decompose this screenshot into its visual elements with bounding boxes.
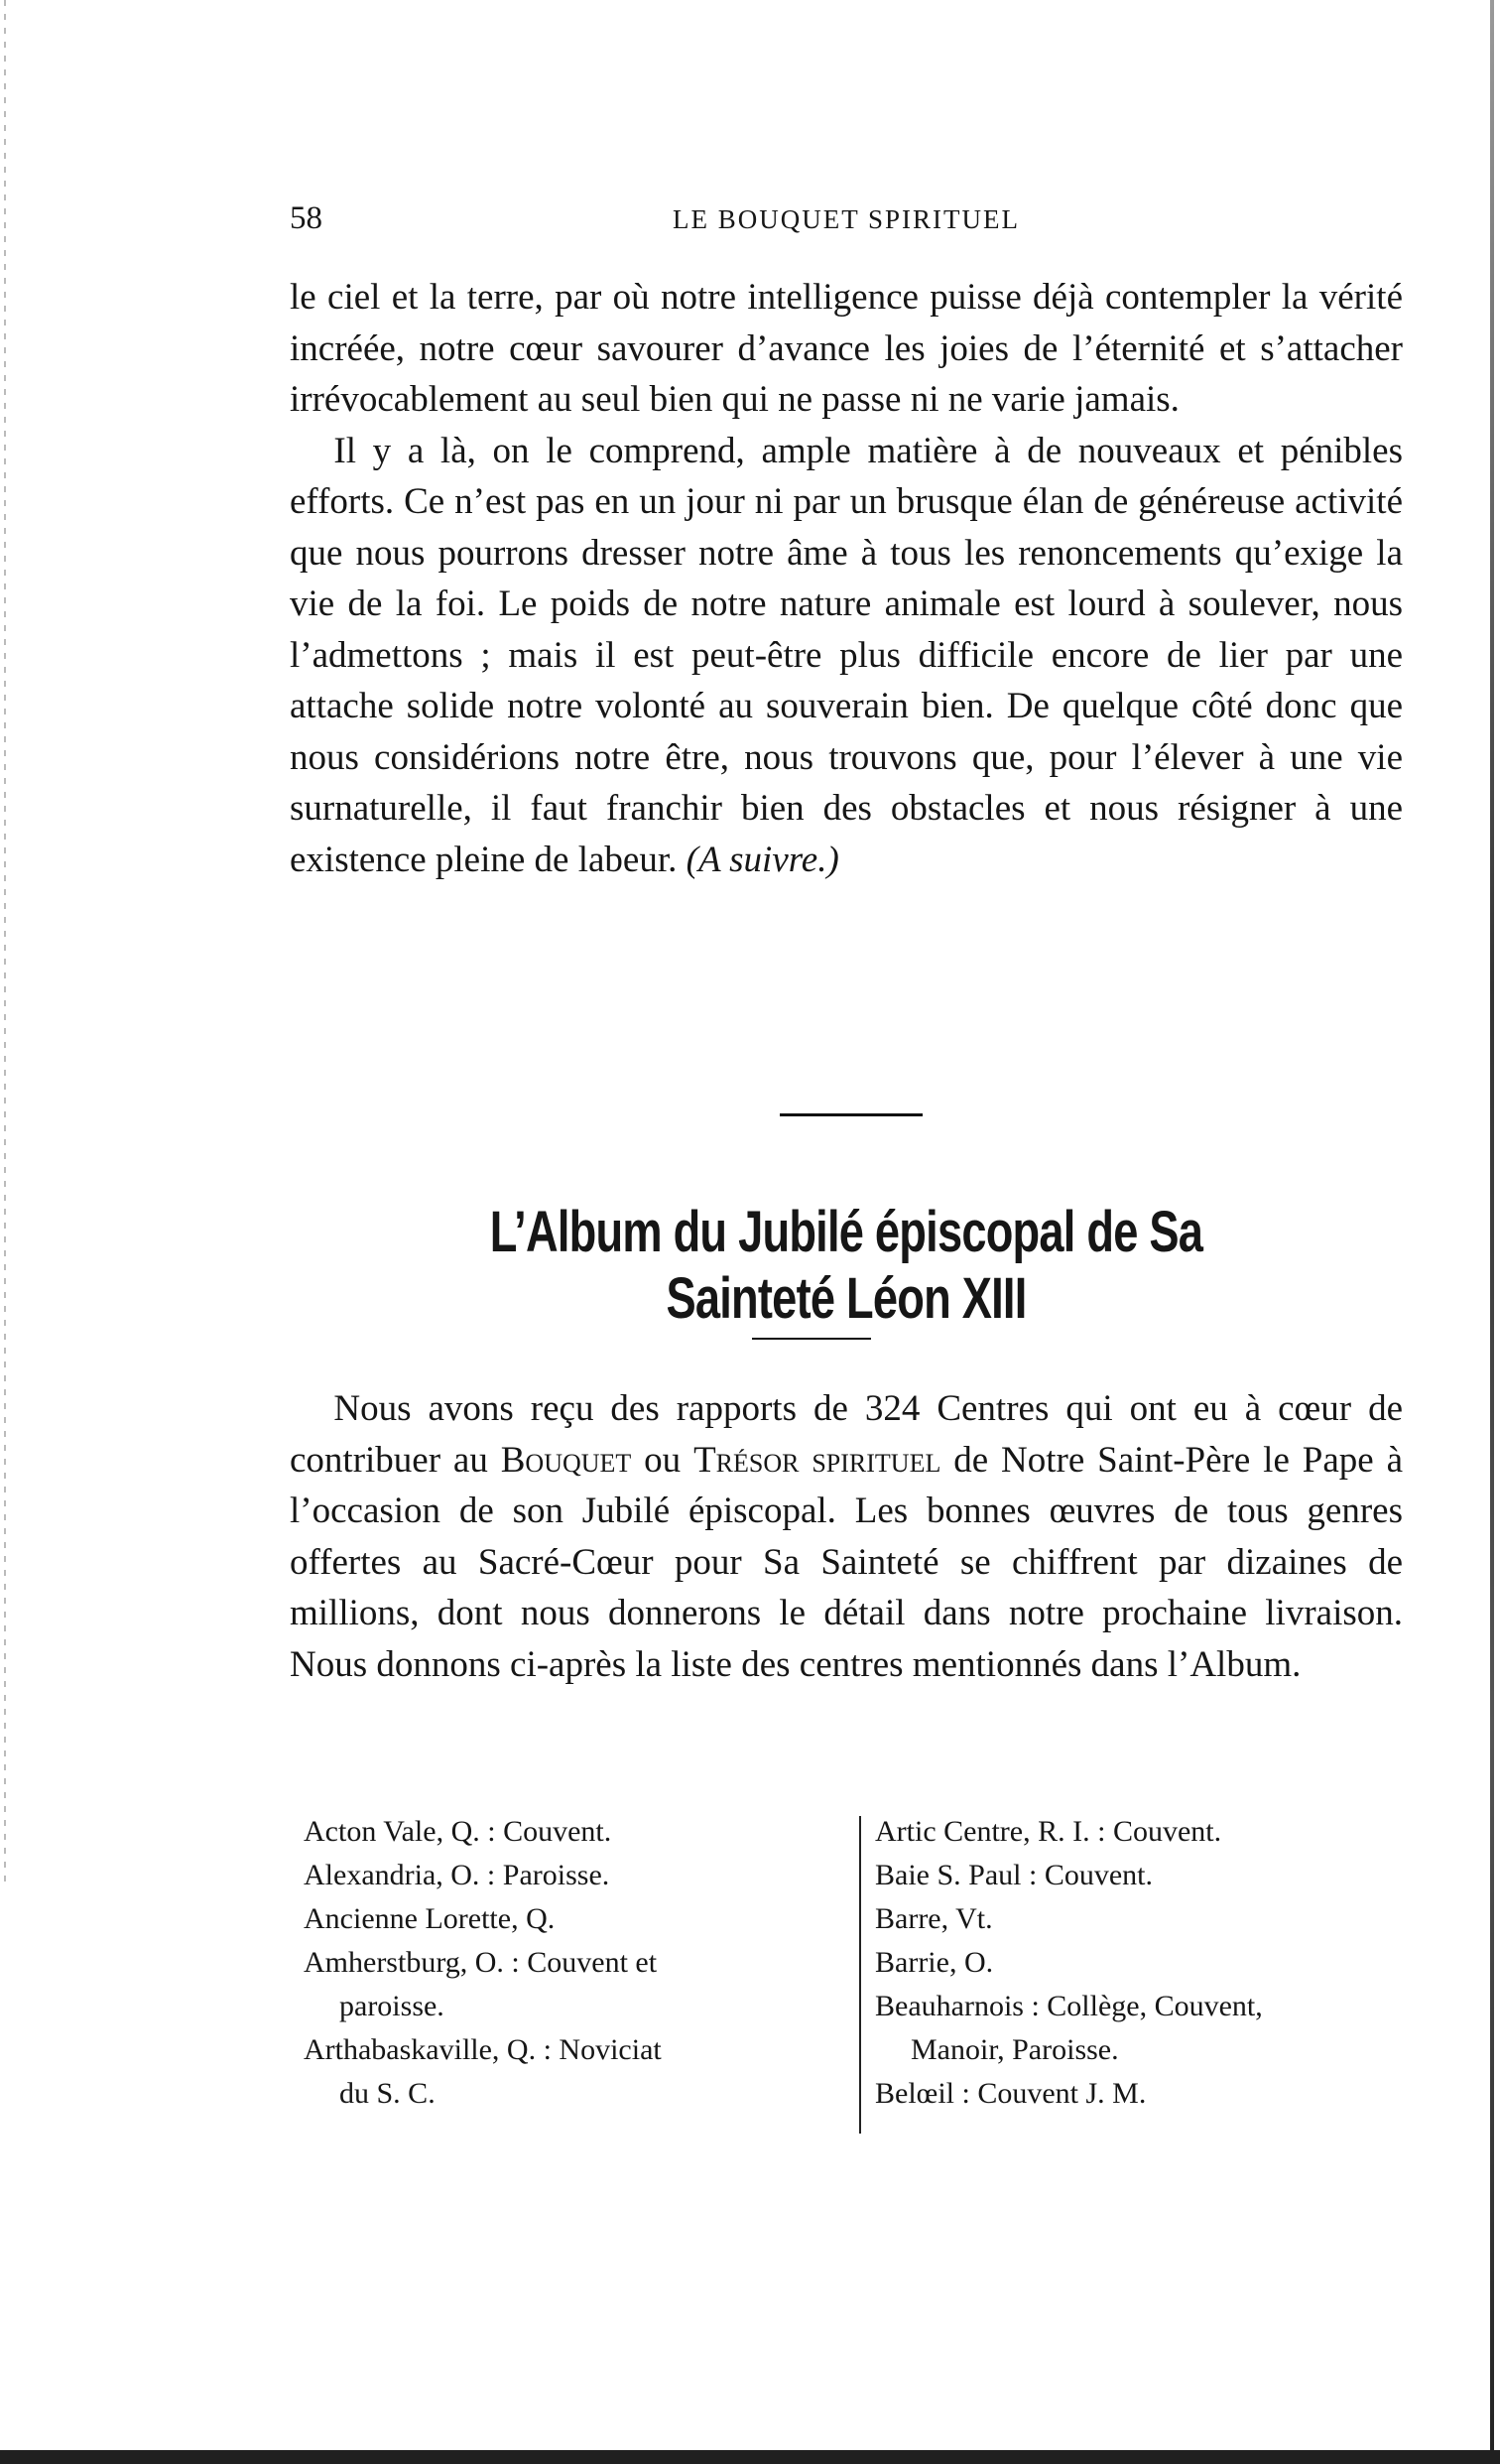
list-item: Belœil : Couvent J. M.	[875, 2077, 1147, 2110]
right-page-edge	[1490, 0, 1494, 2464]
centres-list-right-column	[875, 1810, 1411, 2116]
list-item: Amherstburg, O. : Couvent et	[304, 1946, 658, 1979]
section-rule-bottom	[752, 1338, 871, 1340]
to-be-continued-note: (A suivre.)	[686, 839, 839, 880]
list-item-continuation: du S. C.	[339, 2077, 436, 2110]
list-item: Ancienne Lorette, Q.	[304, 1902, 556, 1935]
running-title: LE BOUQUET SPIRITUEL	[673, 204, 1020, 234]
page-number: 58	[290, 200, 322, 236]
paragraph-3-part-b: ou	[631, 1439, 694, 1481]
list-item-continuation: Manoir, Paroisse.	[911, 2033, 1119, 2066]
tresor-term: Trésor spirituel	[693, 1439, 941, 1481]
centres-list	[290, 1810, 1403, 2147]
list-item-continuation: paroisse.	[339, 1990, 444, 2022]
paragraph-3-part-a: Nous avons reçu des rapports de 324 Centres qui ont eu à cœur de contribuer au	[290, 1388, 1403, 1481]
list-item: Baie S. Paul : Couvent.	[875, 1859, 1153, 1891]
list-item: Barrie, O.	[875, 1946, 994, 1979]
paragraph-3-part-c: de Notre Saint-Père le Pape à l’occasion de son Jubilé épiscopal. Les bonnes œuvres de tous genres offertes au Sacré-Cœur pour Sa Sainteté se chiffrent par dizaines de millions, dont nous donnerons le détail dans notre prochaine livraison. Nous donnons ci-après la liste des centres mentionnés dans l’Album.	[290, 1439, 1403, 1685]
paragraph-1: le ciel et la terre, par où notre intelligence puisse déjà contempler la vérité incréée, notre cœur savourer d’avance les joies de l’éternité et s’attacher irrévocablement au seul bien qui ne passe ni ne varie jamais.	[290, 277, 1403, 420]
section-rule-top	[780, 1113, 923, 1116]
list-item: Artic Centre, R. I. : Couvent.	[875, 1815, 1222, 1848]
column-divider	[859, 1816, 861, 2134]
list-item: Acton Vale, Q. : Couvent.	[304, 1815, 612, 1848]
body-text-album	[290, 1383, 1403, 1690]
paragraph-3	[290, 1383, 1403, 1690]
body-text-top	[290, 272, 1403, 885]
list-item: Barre, Vt.	[875, 1902, 993, 1935]
section-title: L’Album du Jubilé épiscopal de Sa Sainteté Léon XIII	[489, 1200, 1203, 1331]
paragraph-2	[290, 426, 1403, 886]
list-item: Arthabaskaville, Q. : Noviciat	[304, 2033, 662, 2066]
paragraph-2-text: Il y a là, on le comprend, ample matière à de nouveaux et pénibles efforts. Ce n’est pas en un jour ni par un brusque élan de généreuse activité que nous pourrons dresser notre âme à tous les renoncements qu’exige la vie de la foi. Le poids de notre nature animale est lourd à soulever, nous l’admettons ; mais il est peut-être plus difficile encore de lier par une attache solide notre volonté au souverain bien. De quelque côté donc que nous considérions notre être, nous trouvons que, pour l’élever à une vie surnaturelle, il faut franchir bien des obstacles et nous résigner à une existence pleine de labeur.	[290, 430, 1403, 880]
list-item: Beauharnois : Collège, Couvent,	[875, 1990, 1263, 2022]
bottom-page-edge	[0, 2450, 1500, 2464]
bouquet-term: Bouquet	[500, 1439, 632, 1481]
left-page-edge	[4, 0, 6, 1885]
page-header	[290, 200, 1403, 240]
list-item: Alexandria, O. : Paroisse.	[304, 1859, 610, 1891]
